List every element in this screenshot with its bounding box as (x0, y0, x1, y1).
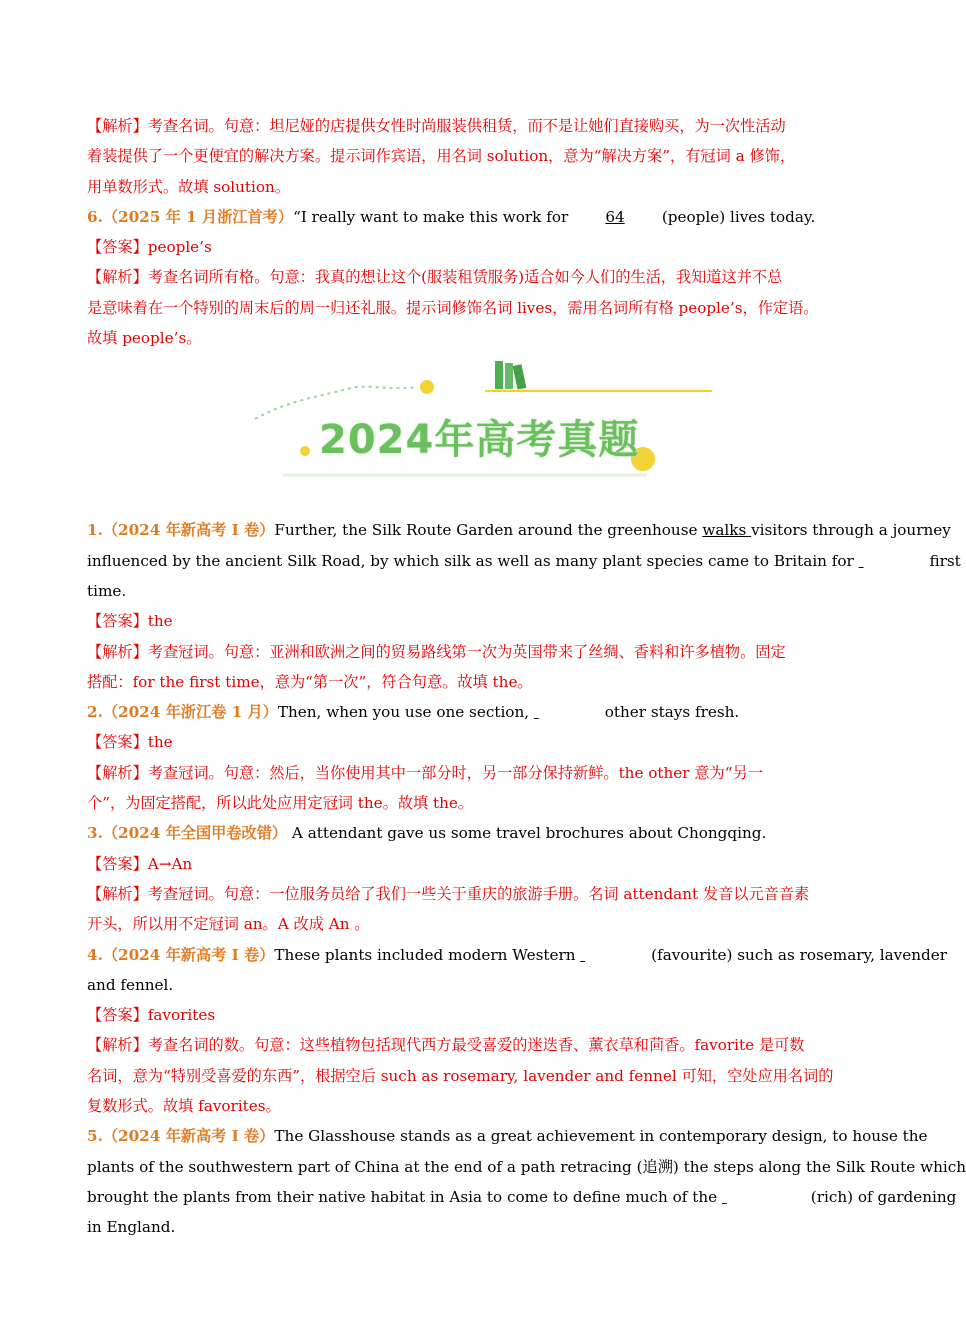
analysis-line: 个”，为固定搭配，所以此处应用定冠词 the。故填 the。 (87, 794, 474, 813)
answer-blank (722, 1182, 806, 1212)
question-text: Further, the Silk Route Garden around the greenhouse (274, 521, 703, 540)
banner-title: 2024年高考真题 (319, 417, 640, 464)
analysis-line: 开头，所以用不定冠词 an。A 改成 An 。 (87, 915, 370, 934)
question-text-line (87, 1182, 957, 1212)
question-text: A attendant gave us some travel brochures about Chongqing. (287, 824, 767, 843)
question-text: visitors through a journey (751, 521, 951, 540)
question-label: 6.（2025 年 1 月浙江首考） (87, 207, 294, 226)
question-4 (87, 940, 947, 970)
analysis-line: 【解析】考查名词。句意：坦尼娅的店提供女性时尚服装供租赁，而不是让她们直接购买，为一次性活动 (87, 117, 786, 135)
analysis-line: 名词，意为“特别受喜爱的东西”，根据空后 such as rosemary, lavender and fennel 可知，空处应用名词的 (87, 1066, 834, 1085)
question-text: Then, when you use one section, (277, 703, 534, 722)
underlined-word: walks (702, 521, 752, 540)
question-label: 1.（2024 年新高考 I 卷） (87, 521, 275, 540)
answer-blank: 64 (605, 207, 625, 226)
question-text-line (87, 546, 961, 576)
answer-blank (859, 546, 925, 576)
section-banner (87, 361, 877, 487)
analysis-line: 是意味着在一个特别的周末后的周一归还礼服。提示词修饰名词 lives，需用名词所有格 people’s，作定语。 (87, 298, 819, 317)
question-label: 4.（2024 年新高考 I 卷） (87, 945, 275, 964)
analysis-line: 【解析】考查名词所有格。句意：我真的想让这个(服装租赁服务)适合如今人们的生活，我知道这并不总 (87, 268, 783, 287)
question-text: brought the plants from their native habitat in Asia to come to define much of the (87, 1187, 722, 1206)
question-text: first (924, 551, 961, 570)
question-text: (people) lives today. (657, 207, 816, 226)
analysis-line: 着装提供了一个更便宜的解决方案。提示词作宾语，用名词 solution，意为“解决方案”，有冠词 a 修饰， (87, 147, 796, 166)
analysis-line: 【解析】考查名词的数。句意：这些植物包括现代西方最受喜爱的迷迭香、薰衣草和茴香。favorite 是可数 (87, 1036, 805, 1055)
question-3 (87, 818, 877, 848)
answer-line: 【答案】A→An (87, 854, 193, 873)
question-1 (87, 515, 951, 545)
question-label: 3.（2024 年全国甲卷改错） (87, 824, 288, 843)
question-5 (87, 1121, 928, 1151)
question-label: 5.（2024 年新高考 I 卷） (87, 1127, 275, 1146)
answer-line: 【答案】favorites (87, 1006, 216, 1025)
question-2 (87, 697, 877, 727)
question-text-line: in England. (87, 1218, 176, 1237)
analysis-line: 用单数形式。故填 solution。 (87, 177, 290, 196)
answer-blank (580, 940, 646, 970)
answer-line: 【答案】people’s (87, 238, 212, 257)
answer-line: 【答案】the (87, 733, 173, 752)
answer-blank (534, 697, 600, 727)
answer-line: 【答案】the (87, 612, 173, 631)
question-text: other stays fresh. (599, 703, 740, 722)
analysis-line: 搭配：for the first time，意为“第一次”，符合句意。故填 the。 (87, 672, 533, 691)
analysis-line: 【解析】考查冠词。句意：一位服务员给了我们一些关于重庆的旅游手册。名词 attendant 发音以元音音素 (87, 884, 810, 903)
question-text-line: time. (87, 581, 127, 600)
question-text-line: plants of the southwestern part of China at the end of a path retracing (追溯) the steps along the Silk Route which (87, 1157, 966, 1176)
question-text: “I really want to make this work for (293, 207, 574, 226)
analysis-line: 【解析】考查冠词。句意：然后，当你使用其中一部分时，另一部分保持新鲜。the other 意为“另一 (87, 763, 763, 782)
question-text: influenced by the ancient Silk Road, by which silk as well as many plant species came to Britain for (87, 551, 859, 570)
question-label: 2.（2024 年浙江卷 1 月） (87, 703, 278, 722)
analysis-line: 故填 people’s。 (87, 329, 202, 348)
document-page (87, 111, 966, 1243)
question-text: These plants included modern Western (274, 945, 581, 964)
analysis-line: 复数形式。故填 favorites。 (87, 1097, 281, 1116)
question-text: The Glasshouse stands as a great achievement in contemporary design, to house the (274, 1127, 928, 1146)
question-text-line: and fennel. (87, 975, 174, 994)
question-6 (87, 202, 877, 232)
analysis-line: 【解析】考查冠词。句意：亚洲和欧洲之间的贸易路线第一次为英国带来了丝绸、香料和许多植物。固定 (87, 642, 786, 661)
question-text: (rich) of gardening (805, 1187, 957, 1206)
question-text: (favourite) such as rosemary, lavender (646, 945, 947, 964)
